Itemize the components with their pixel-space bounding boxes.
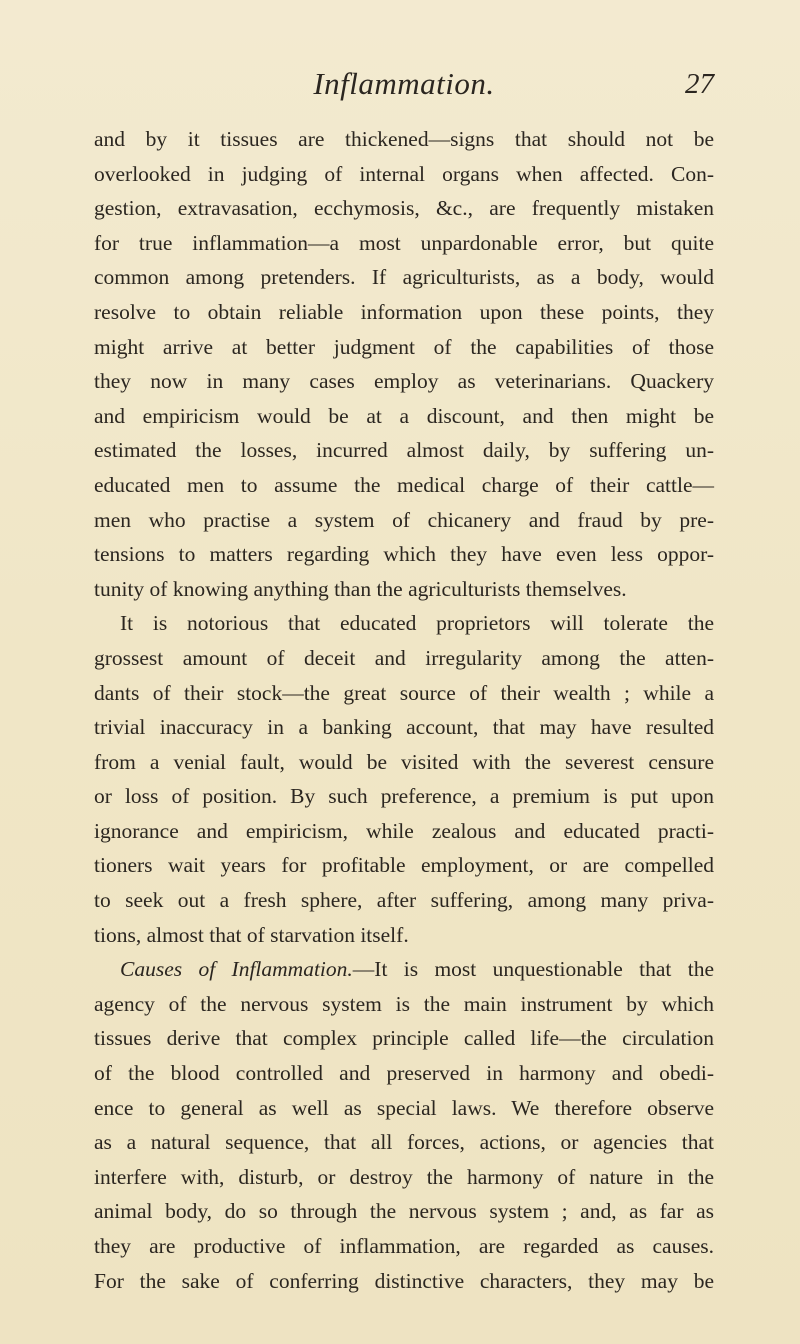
section-first-line	[94, 952, 714, 987]
text-line: tioners wait years for profitable employment, or are compelled	[94, 853, 714, 878]
text-line: estimated the losses, incurred almost daily, by suffering un-	[94, 438, 714, 463]
text-line: men who practise a system of chicanery and fraud by pre-	[94, 507, 714, 532]
text-line: resolve to obtain reliable information upon these points, they	[94, 299, 714, 324]
text-line: educated men to assume the medical charge of their cattle—	[94, 472, 714, 497]
section-first-line-text: —It is most unquestionable that the	[352, 957, 714, 982]
running-title: Inflammation.	[313, 66, 495, 101]
text-line: agency of the nervous system is the main instrument by which	[94, 991, 714, 1016]
text-line: tensions to matters regarding which they have even less oppor-	[94, 542, 714, 567]
text-line: and empiricism would be at a discount, and then might be	[94, 403, 714, 428]
text-line: trivial inaccuracy in a banking account, that may have resulted	[94, 715, 714, 740]
text-line: For the sake of conferring distinctive characters, they may be	[94, 1268, 714, 1293]
text-line: to seek out a fresh sphere, after suffering, among many priva-	[94, 888, 714, 913]
page-body	[94, 122, 714, 1298]
text-line: interfere with, disturb, or destroy the harmony of nature in the	[94, 1164, 714, 1189]
text-line: or loss of position. By such preference, a premium is put upon	[94, 784, 714, 809]
paragraph-3	[94, 952, 714, 1298]
page-number: 27	[685, 68, 714, 100]
text-line: grossest amount of deceit and irregularity among the atten-	[94, 645, 714, 670]
text-line: they are productive of inflammation, are regarded as causes.	[94, 1234, 714, 1258]
text-line: common among pretenders. If agriculturists, as a body, would	[94, 265, 714, 290]
text-line: ignorance and empiricism, while zealous and educated practi-	[94, 818, 714, 843]
text-line: It is notorious that educated proprietors will tolerate the	[120, 611, 714, 636]
text-line: overlooked in judging of internal organs when affected. Con-	[94, 161, 714, 186]
text-line: for true inflammation—a most unpardonable error, but quite	[94, 230, 714, 255]
paragraph-2	[94, 606, 714, 952]
text-line: might arrive at better judgment of the capabilities of those	[94, 334, 714, 359]
text-line: of the blood controlled and preserved in harmony and obedi-	[94, 1061, 714, 1086]
page-header	[94, 66, 714, 116]
text-line: tions, almost that of starvation itself.	[94, 922, 409, 947]
section-heading: Causes of Inflammation.	[120, 957, 353, 982]
text-line: tunity of knowing anything than the agriculturists themselves.	[94, 576, 627, 601]
text-line: dants of their stock—the great source of their wealth ; while a	[94, 680, 714, 705]
text-line: gestion, extravasation, ecchymosis, &c., are frequently mistaken	[94, 196, 714, 221]
text-line: tissues derive that complex principle called life—the circulation	[94, 1026, 714, 1051]
text-line: from a venial fault, would be visited with the severest censure	[94, 749, 714, 774]
paragraph-1	[94, 122, 714, 606]
text-line: and by it tissues are thickened—signs that should not be	[94, 127, 714, 151]
text-line: ence to general as well as special laws. We therefore observe	[94, 1095, 714, 1120]
text-line: animal body, do so through the nervous system ; and, as far as	[94, 1199, 714, 1224]
text-line: as a natural sequence, that all forces, actions, or agencies that	[94, 1130, 714, 1155]
text-line: they now in many cases employ as veterinarians. Quackery	[94, 369, 714, 394]
